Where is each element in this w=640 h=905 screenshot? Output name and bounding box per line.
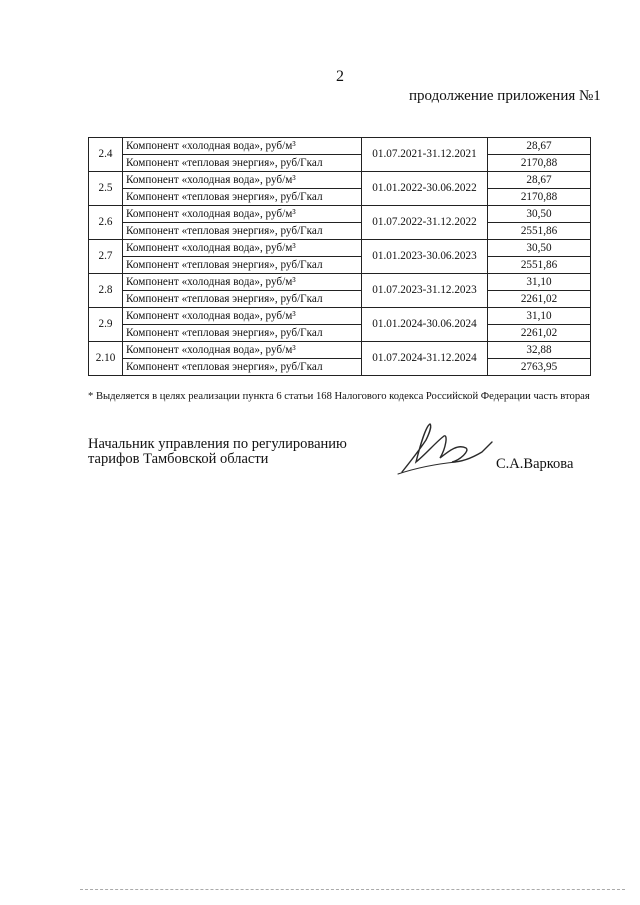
table-row [89, 291, 591, 308]
tariff-value-cell: 2551,86 [488, 223, 591, 240]
tariff-value-cell: 2261,02 [488, 325, 591, 342]
component-cell: Компонент «холодная вода», руб/м³ [123, 274, 362, 291]
tariff-value-cell: 32,88 [488, 342, 591, 359]
component-cell: Компонент «тепловая энергия», руб/Гкал [123, 155, 362, 172]
component-cell: Компонент «холодная вода», руб/м³ [123, 206, 362, 223]
tariff-value-cell: 31,10 [488, 308, 591, 325]
tariff-value-cell: 2170,88 [488, 155, 591, 172]
period-cell: 01.07.2021-31.12.2021 [362, 138, 488, 172]
tariff-value-cell: 2170,88 [488, 189, 591, 206]
period-cell: 01.07.2024-31.12.2024 [362, 342, 488, 376]
period-cell: 01.07.2022-31.12.2022 [362, 206, 488, 240]
tariff-table [88, 137, 591, 376]
row-number-cell: 2.6 [89, 206, 123, 240]
component-cell: Компонент «тепловая энергия», руб/Гкал [123, 257, 362, 274]
signer-title-line-1: Начальник управления по регулированию [88, 436, 347, 452]
component-cell: Компонент «холодная вода», руб/м³ [123, 172, 362, 189]
table-row [89, 138, 591, 155]
period-cell: 01.07.2023-31.12.2023 [362, 274, 488, 308]
signer-name: С.А.Варкова [496, 456, 574, 472]
row-number-cell: 2.4 [89, 138, 123, 172]
component-cell: Компонент «тепловая энергия», руб/Гкал [123, 223, 362, 240]
tariff-table-body [89, 138, 591, 376]
handwritten-signature [396, 418, 496, 485]
component-cell: Компонент «тепловая энергия», руб/Гкал [123, 359, 362, 376]
table-row [89, 240, 591, 257]
tariff-value-cell: 30,50 [488, 240, 591, 257]
table-row [89, 308, 591, 325]
tariff-value-cell: 28,67 [488, 172, 591, 189]
row-number-cell: 2.9 [89, 308, 123, 342]
period-cell: 01.01.2022-30.06.2022 [362, 172, 488, 206]
table-row [89, 342, 591, 359]
table-row [89, 155, 591, 172]
appendix-continuation-heading: продолжение приложения №1 [409, 88, 601, 104]
component-cell: Компонент «тепловая энергия», руб/Гкал [123, 325, 362, 342]
table-row [89, 274, 591, 291]
period-cell: 01.01.2023-30.06.2023 [362, 240, 488, 274]
tariff-value-cell: 30,50 [488, 206, 591, 223]
table-row [89, 257, 591, 274]
scan-edge-line [80, 889, 625, 890]
period-cell: 01.01.2024-30.06.2024 [362, 308, 488, 342]
tariff-value-cell: 2551,86 [488, 257, 591, 274]
row-number-cell: 2.8 [89, 274, 123, 308]
row-number-cell: 2.10 [89, 342, 123, 376]
page-number: 2 [336, 68, 344, 85]
table-row [89, 359, 591, 376]
row-number-cell: 2.5 [89, 172, 123, 206]
signer-title [88, 437, 347, 467]
table-row [89, 325, 591, 342]
table-row [89, 172, 591, 189]
component-cell: Компонент «холодная вода», руб/м³ [123, 138, 362, 155]
table-row [89, 223, 591, 240]
table-row [89, 206, 591, 223]
component-cell: Компонент «тепловая энергия», руб/Гкал [123, 189, 362, 206]
tariff-value-cell: 2763,95 [488, 359, 591, 376]
component-cell: Компонент «тепловая энергия», руб/Гкал [123, 291, 362, 308]
row-number-cell: 2.7 [89, 240, 123, 274]
signer-title-line-2: тарифов Тамбовской области [88, 451, 269, 467]
footnote: * Выделяется в целях реализации пункта 6 статьи 168 Налогового кодекса Российской Федерации часть вторая [88, 391, 590, 402]
tariff-value-cell: 2261,02 [488, 291, 591, 308]
component-cell: Компонент «холодная вода», руб/м³ [123, 240, 362, 257]
tariff-value-cell: 28,67 [488, 138, 591, 155]
component-cell: Компонент «холодная вода», руб/м³ [123, 342, 362, 359]
component-cell: Компонент «холодная вода», руб/м³ [123, 308, 362, 325]
tariff-value-cell: 31,10 [488, 274, 591, 291]
table-row [89, 189, 591, 206]
